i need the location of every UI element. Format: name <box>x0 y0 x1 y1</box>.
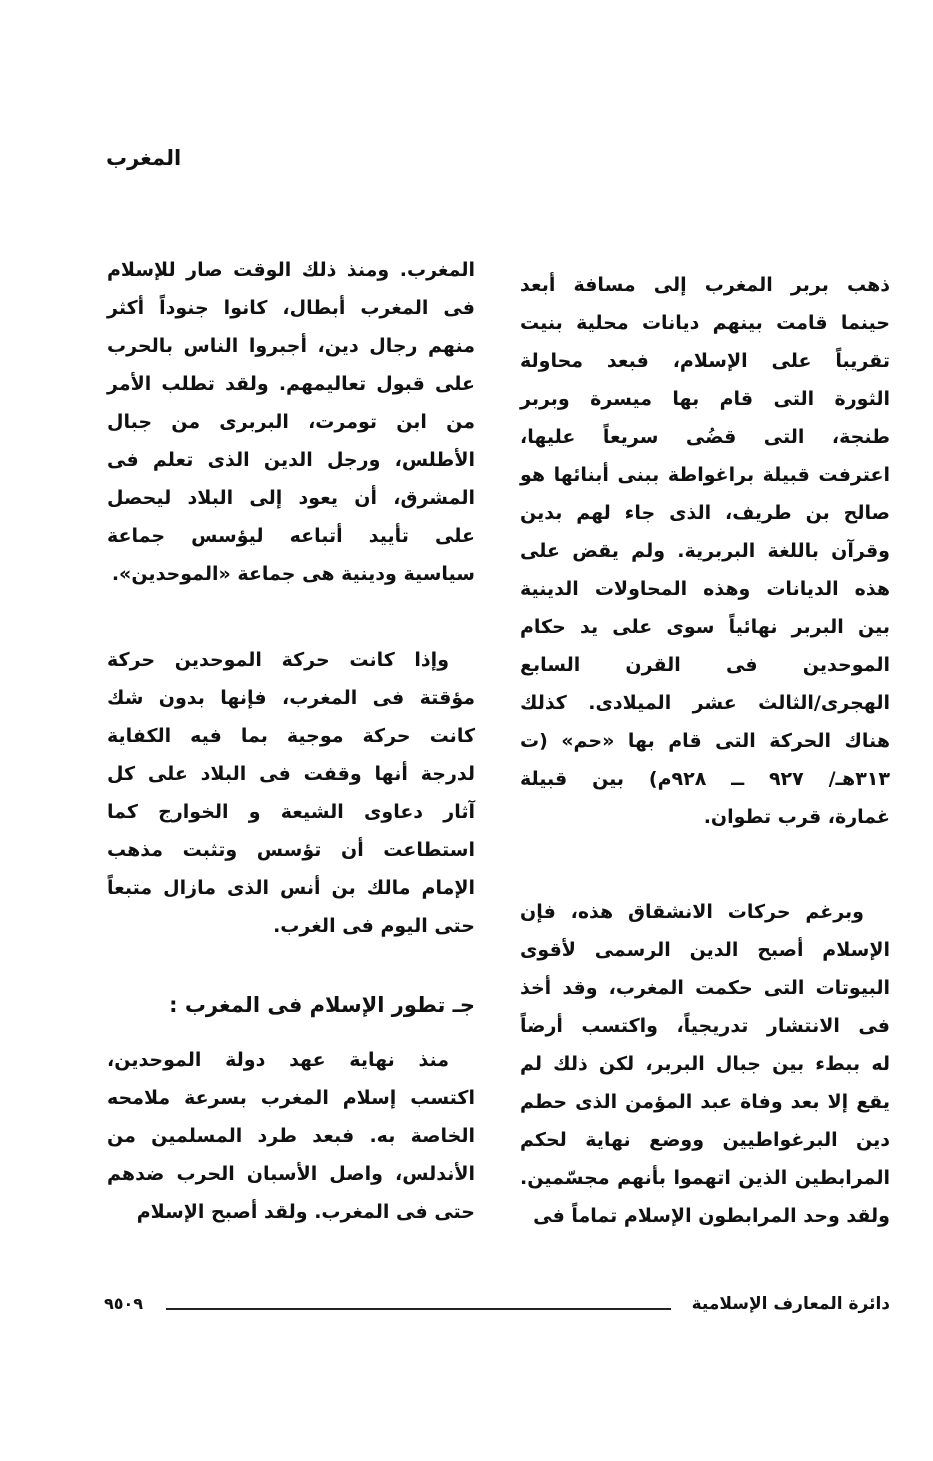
left-column-paragraph-1 <box>107 251 475 593</box>
text-line: الموحدين فى القرن السابع <box>520 654 890 676</box>
footer-rule <box>166 1308 671 1310</box>
text-line: غمارة، قرب تطوان. <box>703 806 890 828</box>
text-line: له ببطء بين جبال البربر، لكن ذلك لم <box>520 1053 890 1075</box>
text-line: اكتسب إسلام المغرب بسرعة ملامحه <box>107 1087 475 1109</box>
text-line: حتى فى المغرب. ولقد أصبح الإسلام <box>136 1201 475 1223</box>
text-line: من ابن تومرت، البربرى من جبال <box>107 411 475 433</box>
text-line: المرابطين الذين اتهموا بأنهم مجسّمين. <box>520 1167 890 1189</box>
text-line: الثورة التى قام بها ميسرة وبربر <box>520 388 890 410</box>
text-line: بين البربر نهائياً سوى على يد حكام <box>520 616 890 638</box>
right-column-paragraph-2 <box>520 893 890 1235</box>
text-line: الأطلس، ورجل الدين الذى تعلم فى <box>107 449 475 471</box>
right-column-paragraph-1 <box>520 266 890 836</box>
text-line: ذهب بربر المغرب إلى مسافة أبعد <box>520 274 890 296</box>
text-line: استطاعت أن تؤسس وتثبت مذهب <box>107 839 475 861</box>
text-line: وبرغم حركات الانشقاق هذه، فإن <box>520 901 864 923</box>
text-line: اعترفت قبيلة براغواطة ببنى أبنائها هو <box>520 464 890 486</box>
text-line: يقع إلا بعد وفاة عبد المؤمن الذى حطم <box>520 1091 890 1113</box>
text-line: منذ نهاية عهد دولة الموحدين، <box>107 1049 449 1071</box>
text-line: هذه الديانات وهذه المحاولات الدينية <box>520 578 890 600</box>
footer-publication-title: دائرة المعارف الإسلامية <box>691 1294 890 1314</box>
text-line: البيوتات التى حكمت المغرب، وقد أخذ <box>520 977 890 999</box>
left-column-paragraph-3 <box>107 1041 475 1231</box>
text-line: آثار دعاوى الشيعة و الخوارج كما <box>107 801 475 823</box>
text-line: مؤقتة فى المغرب، فإنها بدون شك <box>107 687 475 709</box>
text-line: حتى اليوم فى الغرب. <box>273 915 475 937</box>
text-line: هناك الحركة التى قام بها «حم» (ت <box>520 730 890 752</box>
left-column-paragraph-2 <box>107 641 475 945</box>
text-line: فى الانتشار تدريجياً، واكتسب أرضاً <box>520 1015 890 1037</box>
text-line: ٣١٣هـ/ ٩٢٧ ــ ٩٢٨م) بين قبيلة <box>520 768 890 790</box>
text-line: الإمام مالك بن أنس الذى مازال متبعاً <box>107 877 475 899</box>
text-line: وقرآن باللغة البربرية. ولم يقض على <box>520 540 890 562</box>
text-line: على قبول تعاليمهم. ولقد تطلب الأمر <box>107 373 475 395</box>
text-line: الأندلس، واصل الأسبان الحرب ضدهم <box>107 1163 475 1185</box>
text-line: ولقد وحد المرابطون الإسلام تماماً فى <box>533 1205 890 1227</box>
text-line: صالح بن طريف، الذى جاء لهم بدين <box>520 502 890 524</box>
page-number: ٩٥٠٩ <box>104 1294 144 1313</box>
text-line: وإذا كانت حركة الموحدين حركة <box>107 649 449 671</box>
text-line: فى المغرب أبطال، كانوا جنوداً أكثر <box>107 297 475 319</box>
text-line: كانت حركة موجية بما فيه الكفاية <box>107 725 475 747</box>
section-heading: جـ تطور الإسلام فى المغرب : <box>169 993 475 1017</box>
text-line: طنجة، التى قضُى سريعاً عليها، <box>520 426 890 448</box>
text-line: المشرق، أن يعود إلى البلاد ليحصل <box>107 487 475 509</box>
running-header-title: المغرب <box>106 146 182 170</box>
text-line: منهم رجال دين، أجبروا الناس بالحرب <box>107 335 475 357</box>
text-line: دين البرغواطيين ووضع نهاية لحكم <box>520 1129 890 1151</box>
text-line: على تأييد أتباعه ليؤسس جماعة <box>107 525 475 547</box>
text-line: حينما قامت بينهم ديانات محلية بنيت <box>520 312 890 334</box>
text-line: الإسلام أصبح الدين الرسمى لأقوى <box>520 939 890 961</box>
text-line: المغرب. ومنذ ذلك الوقت صار للإسلام <box>107 259 475 281</box>
text-line: سياسية ودينية هى جماعة «الموحدين». <box>111 563 475 585</box>
text-line: الهجرى/الثالث عشر الميلادى. كذلك <box>520 692 890 714</box>
text-line: الخاصة به. فبعد طرد المسلمين من <box>107 1125 475 1147</box>
text-line: تقريباً على الإسلام، فبعد محاولة <box>520 350 890 372</box>
text-line: لدرجة أنها وقفت فى البلاد على كل <box>107 763 475 785</box>
